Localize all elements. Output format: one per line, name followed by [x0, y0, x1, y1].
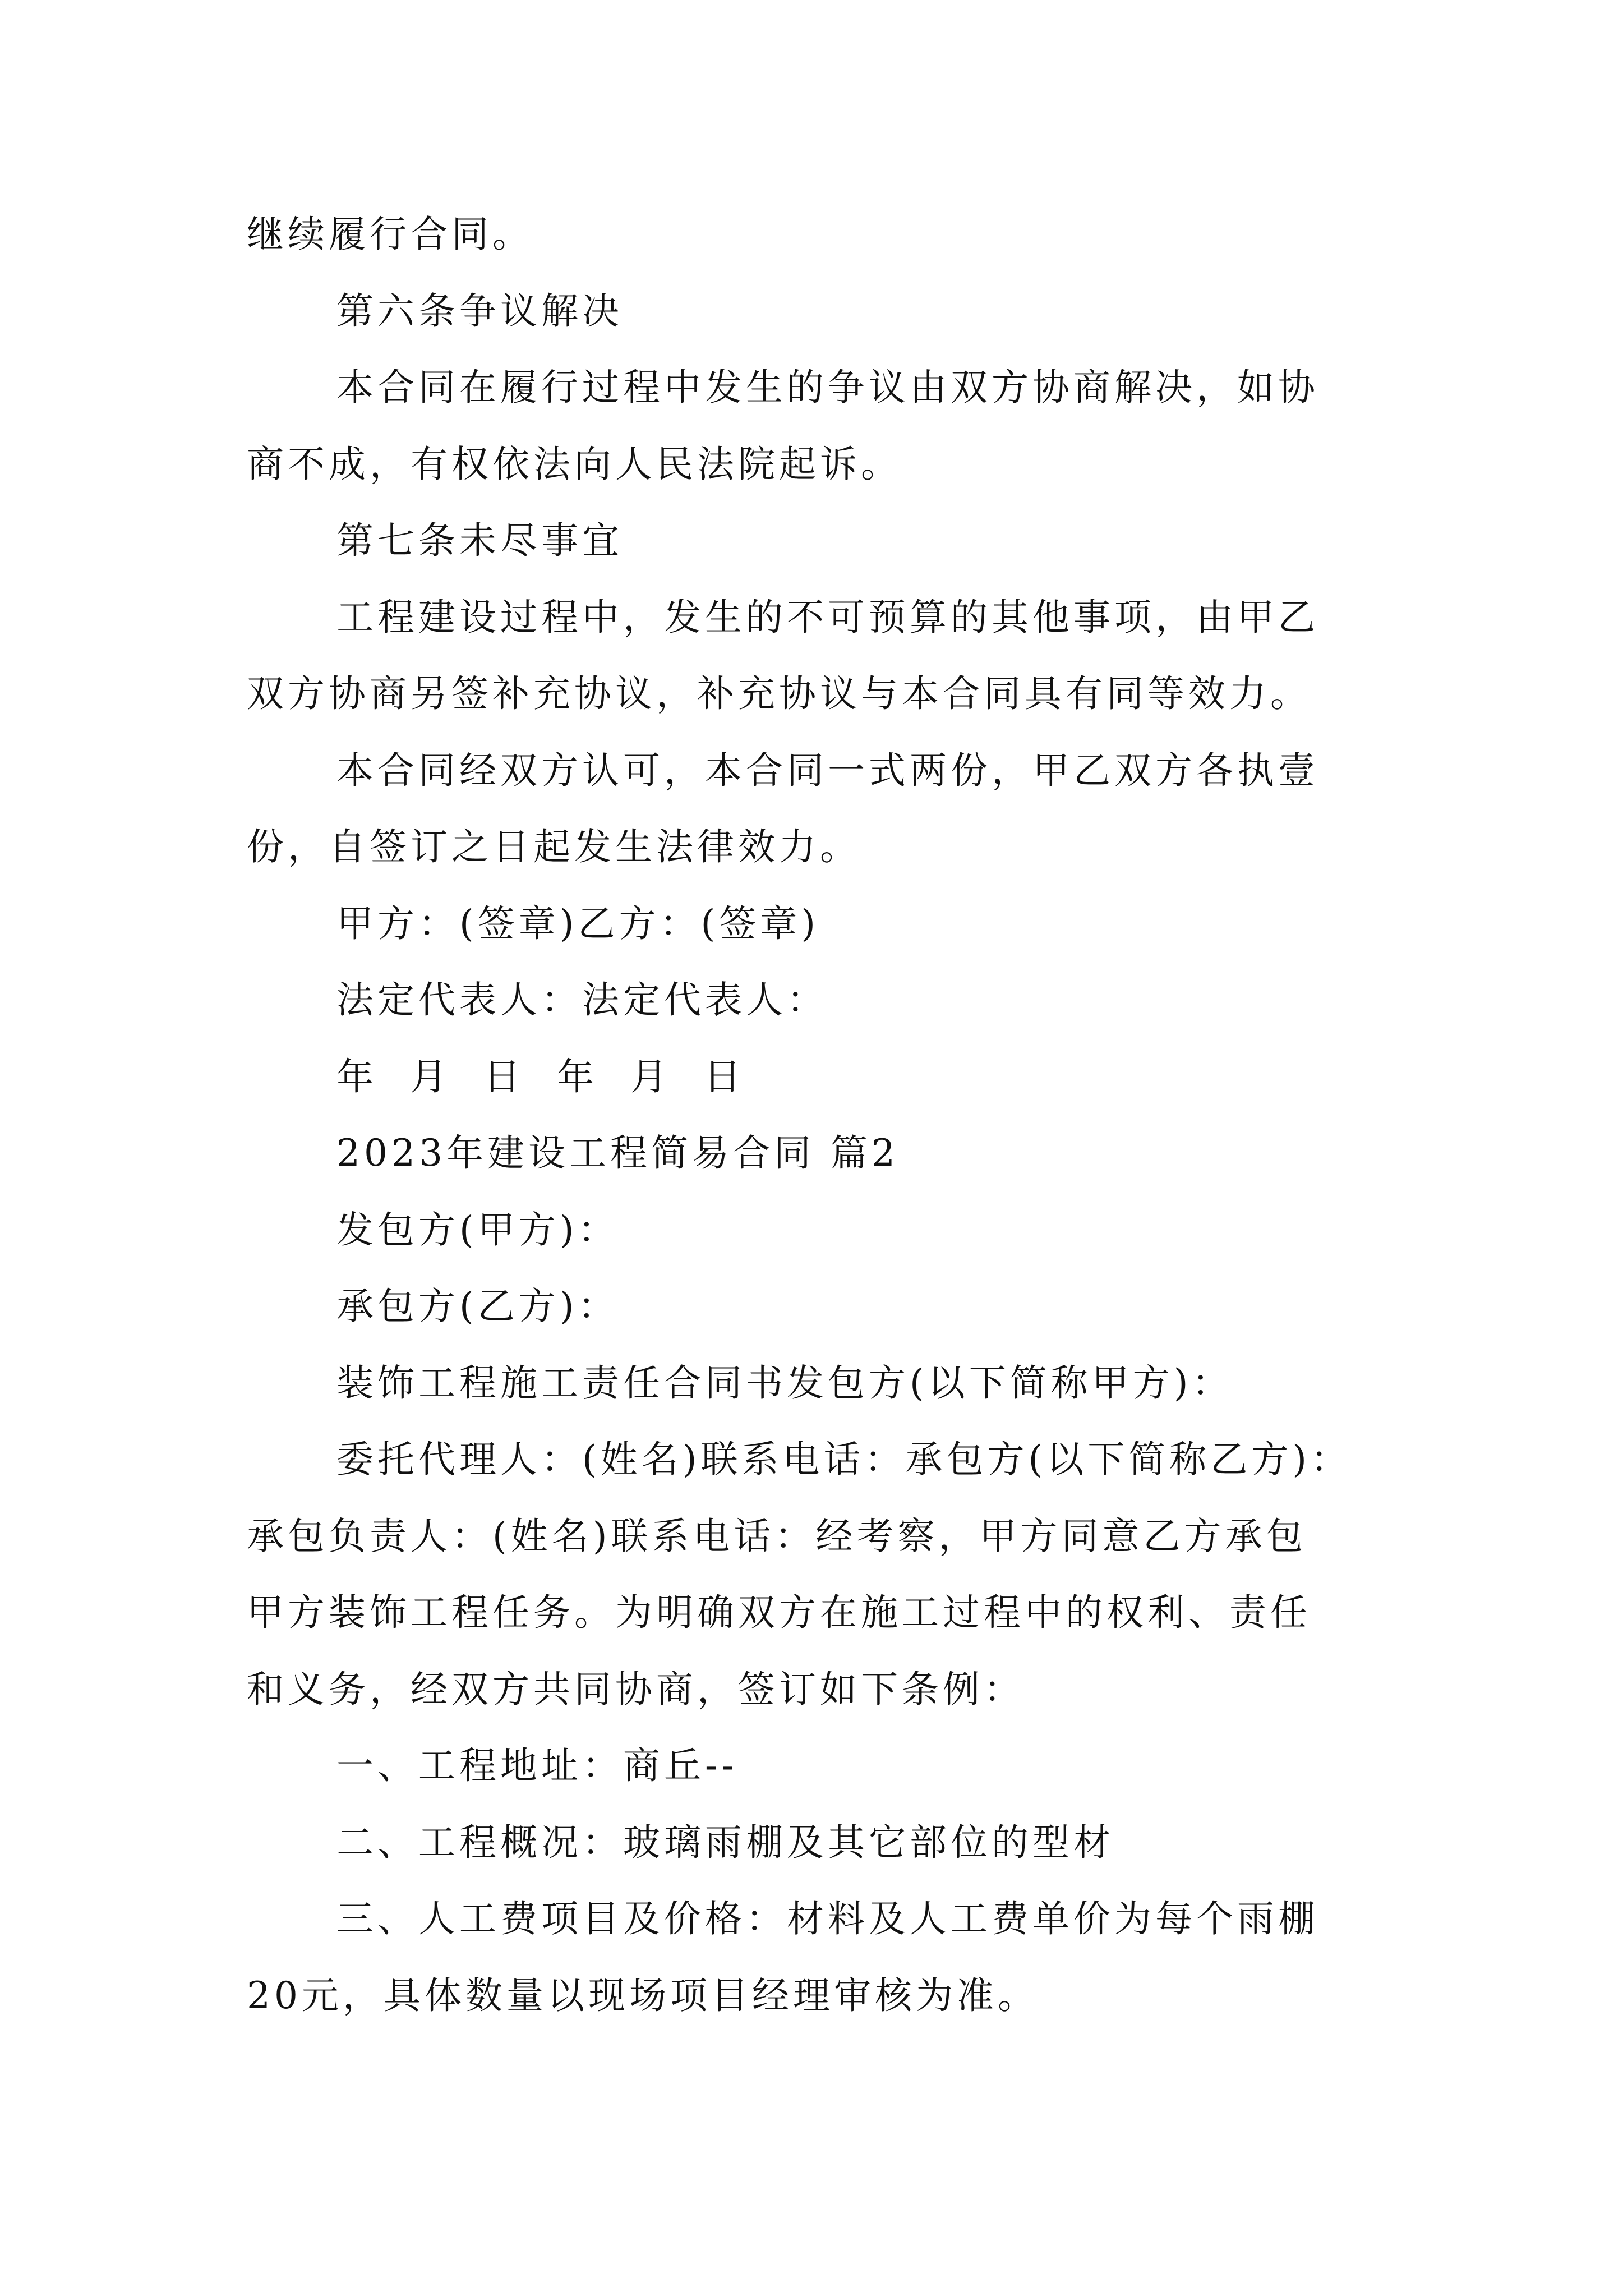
- text-line: 继续履行合同。: [247, 213, 533, 256]
- text-line: 本合同经双方认可，本合同一式两份，甲乙双方各执壹: [336, 748, 1319, 792]
- party-a-line: 发包方(甲方)：: [336, 1208, 619, 1251]
- text-line: 工程建设过程中，发生的不可预算的其他事项，由甲乙: [336, 595, 1319, 639]
- text-line: 20元，具体数量以现场项目经理审核为准。: [247, 1973, 1039, 2017]
- section-title: 2023年建设工程简易合同 篇2: [336, 1131, 899, 1175]
- clause-item: 三、人工费项目及价格：材料及人工费单价为每个雨棚: [336, 1897, 1319, 1940]
- text-line: 商不成，有权依法向人民法院起诉。: [247, 442, 902, 486]
- legal-representative-line: 法定代表人：法定代表人：: [336, 978, 828, 1022]
- text-line: 双方协商另签补充协议，补充协议与本合同具有同等效力。: [247, 672, 1311, 715]
- text-line: 承包负责人：(姓名)联系电话：经考察，甲方同意乙方承包: [247, 1514, 1307, 1558]
- date-line: 年 月 日 年 月 日: [336, 1055, 753, 1098]
- text-line: 本合同在履行过程中发生的争议由双方协商解决，如协: [336, 366, 1319, 409]
- article-heading: 第七条未尽事宜: [336, 519, 623, 562]
- clause-item: 二、工程概况：玻璃雨棚及其它部位的型材: [336, 1820, 1114, 1864]
- document-body: [247, 196, 1430, 2034]
- signature-line: 甲方：(签章)乙方：(签章): [336, 901, 819, 945]
- party-b-line: 承包方(乙方)：: [336, 1285, 619, 1328]
- text-line: 甲方装饰工程任务。为明确双方在施工过程中的权利、责任: [247, 1591, 1311, 1634]
- clause-item: 一、工程地址：商丘--: [336, 1744, 738, 1787]
- text-line: 和义务，经双方共同协商，签订如下条例：: [247, 1667, 1025, 1711]
- text-line: 份，自签订之日起发生法律效力。: [247, 825, 861, 868]
- text-line: 装饰工程施工责任合同书发包方(以下简称甲方)：: [336, 1361, 1233, 1405]
- article-heading: 第六条争议解决: [336, 289, 623, 333]
- text-line: 委托代理人：(姓名)联系电话：承包方(以下简称乙方)：: [336, 1438, 1352, 1481]
